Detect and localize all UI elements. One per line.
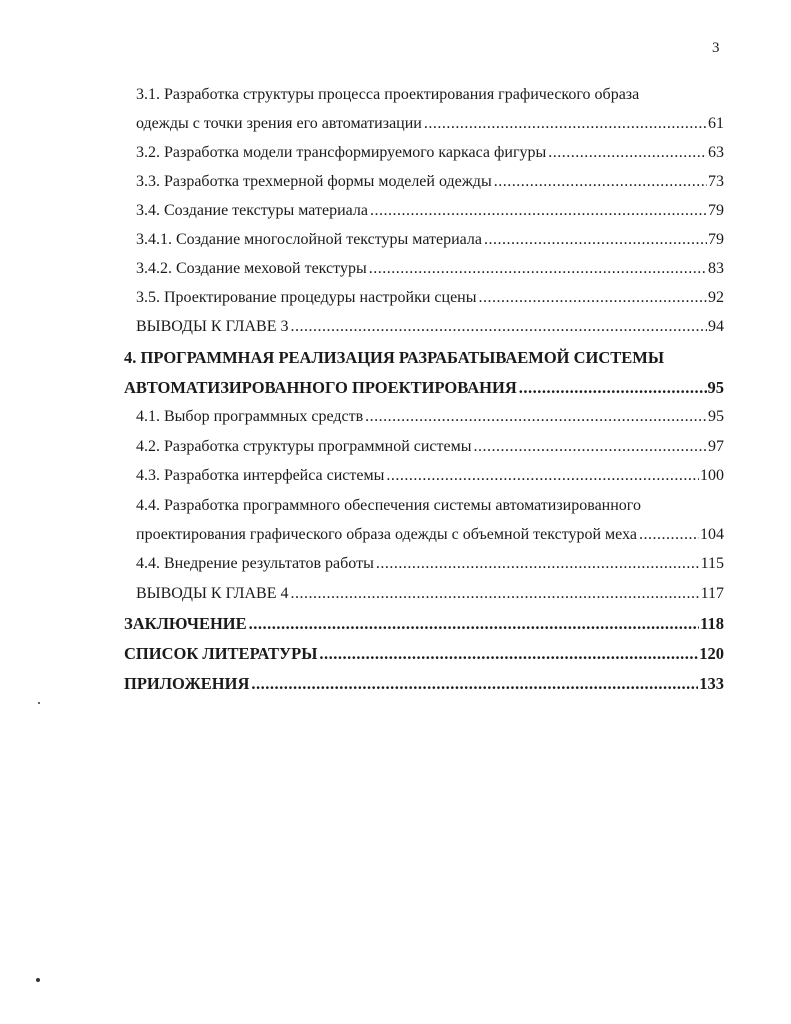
toc-page-number: 83 bbox=[708, 260, 724, 277]
toc-page-number: 94 bbox=[708, 318, 724, 335]
toc-entry-4-4-implementation bbox=[136, 549, 724, 578]
toc-page-number: 63 bbox=[708, 144, 724, 161]
toc-entry-title: 3.5. Проектирование процедуры настройки сцены bbox=[136, 289, 477, 306]
toc-entry-conclusions-ch4 bbox=[136, 579, 724, 608]
toc-entry-4-4-line1: 4.4. Разработка программного обеспечения системы автоматизированного bbox=[136, 497, 641, 514]
toc-page-number: 100 bbox=[700, 467, 724, 484]
toc-page-number: 120 bbox=[699, 644, 724, 663]
dot-leader bbox=[376, 549, 700, 578]
toc-page-number: 79 bbox=[708, 202, 724, 219]
toc-entry-title: ВЫВОДЫ К ГЛАВЕ 4 bbox=[136, 585, 289, 602]
dot-leader bbox=[319, 639, 698, 668]
toc-entry-title: 3.2. Разработка модели трансформируемого каркаса фигуры bbox=[136, 144, 547, 161]
dot-leader bbox=[494, 167, 707, 196]
toc-page-number: 73 bbox=[708, 173, 724, 190]
toc-entry-references bbox=[124, 639, 724, 668]
toc-entry-conclusion bbox=[124, 609, 724, 638]
dot-leader bbox=[473, 432, 707, 461]
toc-entry-4-3 bbox=[136, 461, 724, 490]
toc-entry-conclusions-ch3 bbox=[136, 312, 724, 341]
toc-entry-3-4-1 bbox=[136, 225, 724, 254]
toc-entry-title: СПИСОК ЛИТЕРАТУРЫ bbox=[124, 644, 318, 663]
toc-entry-title: 4.3. Разработка интерфейса системы bbox=[136, 467, 385, 484]
toc-entry-3-3 bbox=[136, 167, 724, 196]
dot-leader bbox=[484, 225, 707, 254]
toc-entry-title: ЗАКЛЮЧЕНИЕ bbox=[124, 614, 247, 633]
dot-leader bbox=[365, 402, 707, 431]
toc-page-number: 118 bbox=[700, 614, 724, 633]
scan-speck bbox=[36, 978, 40, 982]
toc-entry-title: одежды с точки зрения его автоматизации bbox=[136, 115, 422, 132]
page-number: 3 bbox=[712, 40, 720, 56]
toc-page-number: 104 bbox=[700, 526, 724, 543]
toc-entry-appendices bbox=[124, 669, 724, 698]
toc-entry-3-2 bbox=[136, 138, 724, 167]
toc-entry-title: 4.1. Выбор программных средств bbox=[136, 408, 364, 425]
toc-entry-title: ПРИЛОЖЕНИЯ bbox=[124, 674, 250, 693]
dot-leader bbox=[370, 196, 707, 225]
toc-entry-3-4-2 bbox=[136, 254, 724, 283]
toc-page-number: 79 bbox=[708, 231, 724, 248]
toc-entry-title: 3.4.1. Создание многослойной текстуры материала bbox=[136, 231, 482, 248]
toc-entry-4-1 bbox=[136, 402, 724, 431]
dot-leader bbox=[251, 669, 698, 698]
scan-speck bbox=[38, 702, 40, 704]
toc-entry-title: 4.4. Внедрение результатов работы bbox=[136, 555, 374, 572]
toc-entry-4-2 bbox=[136, 432, 724, 461]
toc-entry-title: ВЫВОДЫ К ГЛАВЕ 3 bbox=[136, 318, 289, 335]
dot-leader bbox=[291, 579, 700, 608]
dot-leader bbox=[548, 138, 707, 167]
toc-page-number: 97 bbox=[708, 438, 724, 455]
dot-leader bbox=[249, 609, 700, 638]
dot-leader bbox=[291, 312, 708, 341]
toc-chapter-4-line1: 4. ПРОГРАММНАЯ РЕАЛИЗАЦИЯ РАЗРАБАТЫВАЕМОЙ СИСТЕМЫ bbox=[124, 348, 665, 367]
toc-entry-4-4 bbox=[136, 520, 724, 549]
toc-entry-title: 3.3. Разработка трехмерной формы моделей одежды bbox=[136, 173, 492, 190]
toc-page-number: 133 bbox=[699, 674, 724, 693]
toc-entry-3-1-line1: 3.1. Разработка структуры процесса проектирования графического образа bbox=[136, 86, 640, 103]
dot-leader bbox=[424, 109, 707, 138]
toc-entry-title: 3.4. Создание текстуры материала bbox=[136, 202, 368, 219]
toc-entry-3-1 bbox=[136, 109, 724, 138]
toc-entry-3-5 bbox=[136, 283, 724, 312]
toc-entry-3-4 bbox=[136, 196, 724, 225]
dot-leader bbox=[519, 373, 707, 402]
dot-leader bbox=[369, 254, 707, 283]
toc-entry-title: АВТОМАТИЗИРОВАННОГО ПРОЕКТИРОВАНИЯ bbox=[124, 378, 517, 397]
toc-page-number: 92 bbox=[708, 289, 724, 306]
dot-leader bbox=[639, 520, 699, 549]
dot-leader bbox=[386, 461, 699, 490]
toc-page-number: 95 bbox=[707, 378, 724, 397]
toc-page-number: 61 bbox=[708, 115, 724, 132]
toc-entry-title: проектирования графического образа одежды с объемной текстурой меха bbox=[136, 526, 637, 543]
dot-leader bbox=[478, 283, 707, 312]
toc-chapter-4 bbox=[124, 373, 724, 402]
toc-page-number: 95 bbox=[708, 408, 724, 425]
toc-page-number: 115 bbox=[700, 555, 724, 572]
toc-page-number: 117 bbox=[700, 585, 724, 602]
toc-entry-title: 3.4.2. Создание меховой текстуры bbox=[136, 260, 367, 277]
toc-entry-title: 4.2. Разработка структуры программной системы bbox=[136, 438, 472, 455]
